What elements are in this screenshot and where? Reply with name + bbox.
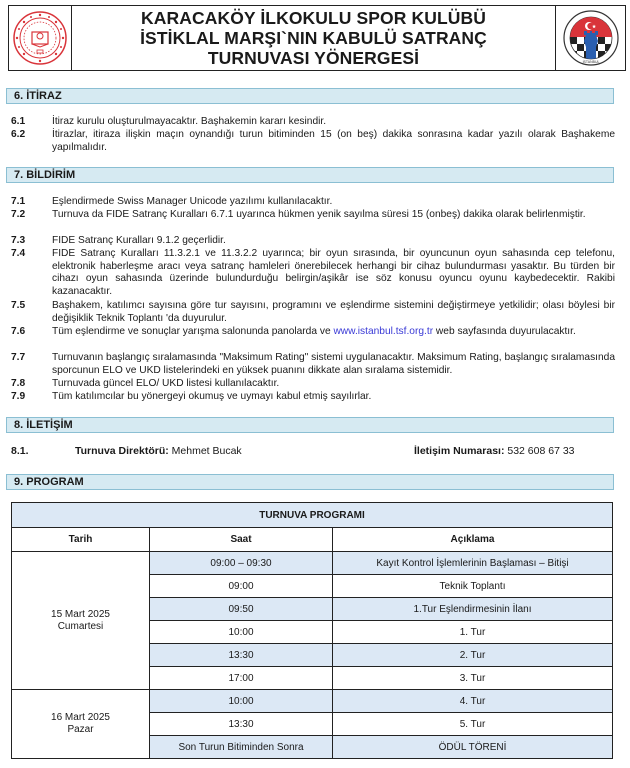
tsf-website-link[interactable]: www.istanbul.tsf.org.tr — [333, 326, 434, 337]
section-header-itiraz: 6. İTİRAZ — [6, 88, 614, 104]
time-cell: 10:00 — [150, 690, 333, 713]
day-date: 15 Mart 2025 — [51, 608, 110, 620]
list-item — [11, 129, 615, 154]
director-label: Turnuva Direktörü: — [75, 445, 169, 457]
time-cell: 17:00 — [150, 667, 333, 690]
item-number: 7.7 — [11, 352, 26, 363]
svg-text:İSTANBUL: İSTANBUL — [582, 60, 599, 64]
column-header-description: Açıklama — [333, 528, 613, 552]
meb-logo-cell — [9, 6, 72, 70]
phone-value: 532 608 67 33 — [504, 445, 575, 457]
column-header-date: Tarih — [12, 528, 150, 552]
table-row — [12, 552, 613, 575]
item-number: 7.9 — [11, 391, 26, 402]
day-cell — [12, 552, 150, 690]
item-number: 7.2 — [11, 209, 26, 220]
section-header-bildirim: 7. BİLDİRİM — [6, 167, 614, 183]
title-line-1: KARACAKÖY İLKOKULU SPOR KULÜBÜ — [141, 8, 486, 28]
contact-phone — [414, 445, 575, 458]
item-text-after: web sayfasında duyurulacaktır. — [433, 326, 576, 337]
item-text: Eşlendirmede Swiss Manager Unicode yazılımı kullanılacaktır. — [52, 196, 333, 207]
list-item — [11, 300, 615, 325]
item-text: Turnuvanın başlangıç sıralamasında "Maksimum Rating" sistemi uygulanacaktır. Maksimum Rating, başlangıç sıralamasında sporcunun ELO ve UKD listelerindeki en yüksek puanını dikkate alan sıralama sistemidir. — [52, 352, 615, 376]
description-cell: Teknik Toplantı — [333, 575, 613, 598]
item-number: 6.1 — [11, 116, 26, 127]
item-text: Turnuva da FIDE Satranç Kuralları 6.7.1 uyarınca hükmen yenik sayılma süresi 15 (onbeş) dakika olarak belirlenmiştir. — [52, 209, 586, 220]
section-header-iletisim: 8. İLETİŞİM — [6, 417, 614, 433]
description-cell: 3. Tur — [333, 667, 613, 690]
item-number: 8.1. — [11, 445, 29, 457]
item-text: FIDE Satranç Kuralları 9.1.2 geçerlidir. — [52, 235, 226, 246]
list-item — [11, 352, 615, 377]
table-caption: TURNUVA PROGRAMI — [12, 503, 613, 528]
description-cell: 2. Tur — [333, 644, 613, 667]
table-row — [12, 690, 613, 713]
program-table — [11, 502, 613, 759]
column-header-time: Saat — [150, 528, 333, 552]
description-cell: ÖDÜL TÖRENİ — [333, 736, 613, 759]
time-cell: 09:50 — [150, 598, 333, 621]
director-name: Mehmet Bucak — [168, 445, 242, 457]
item-text: İtirazlar, itiraza ilişkin maçın oynandığı turun bitiminden 15 (on beş) dakika sonrasına kadar yazılı olarak Başhakeme yapılmalıdır. — [52, 129, 615, 153]
document-title — [72, 6, 555, 70]
description-cell: 4. Tur — [333, 690, 613, 713]
list-item — [11, 326, 615, 339]
item-text: FIDE Satranç Kuralları 11.3.2.1 ve 11.3.2.2 uyarınca; bir oyun sırasında, bir oyuncunun oyun sahasında cep telefonu, elektronik haberleşme aracı veya satranç hamleleri önerebilecek herhangi bir cihaz bulundurması yasaktır. Bu türden bir cihazı oyun sahasında üzerinde bulundurduğu belirgin/aşikâr ise söz konusu oyuncu oyunu kaybedecektir. Rakibi kazanacaktır. — [52, 248, 615, 297]
time-cell: 13:30 — [150, 713, 333, 736]
meb-emblem-icon — [12, 10, 68, 66]
list-item — [11, 378, 615, 391]
document-header — [8, 5, 626, 71]
title-line-3: TURNUVASI YÖNERGESİ — [207, 48, 420, 68]
item-number: 7.8 — [11, 378, 26, 389]
list-item — [11, 196, 615, 209]
list-item — [11, 248, 615, 298]
day-date: 16 Mart 2025 — [51, 712, 110, 723]
item-text-before: Tüm eşlendirme ve sonuçlar yarışma salonunda panolarda ve — [52, 326, 334, 337]
item-text: Turnuvada güncel ELO/ UKD listesi kullanılacaktır. — [52, 378, 280, 389]
list-item — [11, 391, 615, 404]
list-item — [11, 235, 615, 248]
list-item — [11, 209, 615, 222]
item-number: 7.5 — [11, 300, 26, 311]
time-cell: 13:30 — [150, 644, 333, 667]
day-cell — [12, 690, 150, 759]
description-cell: 1.Tur Eşlendirmesinin İlanı — [333, 598, 613, 621]
item-number: 7.3 — [11, 235, 26, 246]
description-cell: 5. Tur — [333, 713, 613, 736]
item-number: 7.1 — [11, 196, 26, 207]
item-text — [52, 326, 615, 339]
time-cell: Son Turun Bitiminden Sonra — [150, 736, 333, 759]
section-header-program: 9. PROGRAM — [6, 474, 614, 490]
tsf-logo-cell — [555, 6, 625, 70]
item-number: 6.2 — [11, 129, 26, 140]
time-cell: 10:00 — [150, 621, 333, 644]
list-item — [11, 116, 615, 129]
item-text: Başhakem, katılımcı sayısına göre tur sayısını, programını ve eşlendirme sistemini değiştirmeye yetkilidir; olası böylesi bir değişiklik Teknik Toplantı 'da duyurulur. — [52, 300, 615, 324]
day-weekday: Cumartesi — [57, 620, 104, 632]
description-cell: Kayıt Kontrol İşlemlerinin Başlaması – Bitişi — [333, 552, 613, 575]
time-cell: 09:00 – 09:30 — [150, 552, 333, 575]
item-text: Tüm katılımcılar bu yönergeyi okumuş ve uymayı kabul etmiş sayılırlar. — [52, 391, 372, 402]
turkish-chess-federation-istanbul-icon — [562, 9, 620, 67]
item-number: 7.4 — [11, 248, 26, 259]
item-text: İtiraz kurulu oluşturulmayacaktır. Başhakemin kararı kesindir. — [52, 116, 327, 127]
day-weekday: Pazar — [67, 724, 94, 735]
item-number: 7.6 — [11, 326, 26, 337]
phone-label: İletişim Numarası: — [414, 445, 505, 457]
tournament-director — [75, 445, 242, 458]
title-line-2: İSTİKLAL MARŞI`NIN KABULÜ SATRANÇ — [140, 28, 487, 48]
description-cell: 1. Tur — [333, 621, 613, 644]
time-cell: 09:00 — [150, 575, 333, 598]
